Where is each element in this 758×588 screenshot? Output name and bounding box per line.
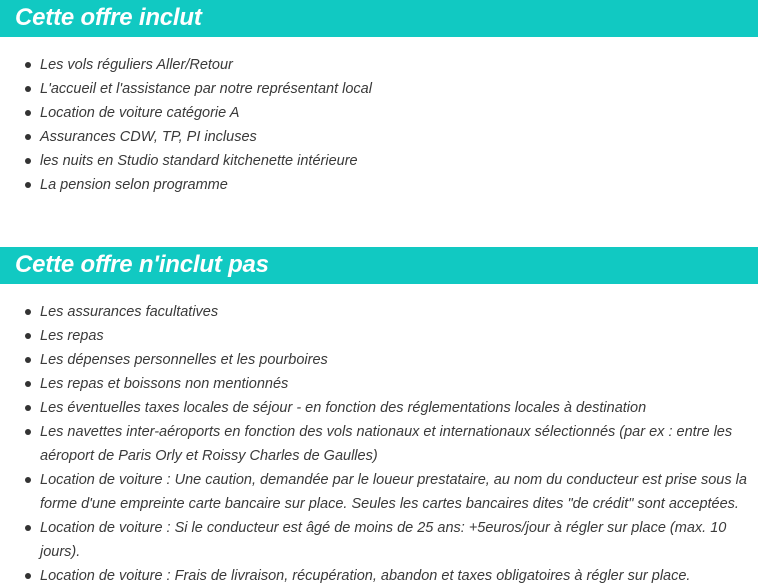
bullet-icon — [25, 381, 31, 387]
bullet-icon — [25, 158, 31, 164]
list-item — [0, 125, 758, 149]
bullet-icon — [25, 62, 31, 68]
excluded-title: Cette offre n'inclut pas — [0, 247, 758, 284]
list-item — [0, 324, 758, 348]
list-item-text: Les éventuelles taxes locales de séjour - en fonction des réglementations locales à destination — [40, 400, 647, 416]
list-item-text: Location de voiture : Si le conducteur est âgé de moins de 25 ans: +5euros/jour à régler sur place (max. 10 jours). — [40, 520, 727, 560]
list-item — [0, 101, 758, 125]
list-item — [0, 173, 758, 197]
bullet-icon — [25, 477, 31, 483]
bullet-icon — [25, 429, 31, 435]
bullet-icon — [25, 110, 31, 116]
list-item-text: Location de voiture catégorie A — [40, 105, 240, 121]
excluded-section — [0, 247, 758, 588]
list-item — [0, 77, 758, 101]
list-item — [0, 516, 758, 564]
list-item — [0, 564, 758, 588]
included-list — [0, 53, 758, 197]
list-item — [0, 420, 758, 468]
bullet-icon — [25, 86, 31, 92]
list-item-text: Les repas — [40, 328, 104, 344]
list-item-text: les nuits en Studio standard kitchenette intérieure — [40, 153, 358, 169]
list-item — [0, 468, 758, 516]
list-item-text: Location de voiture : Frais de livraison, récupération, abandon et taxes obligatoires à régler sur place. — [40, 568, 691, 584]
list-item — [0, 348, 758, 372]
list-item-text: La pension selon programme — [40, 177, 228, 193]
included-title: Cette offre inclut — [0, 0, 758, 37]
list-item-text: Les repas et boissons non mentionnés — [40, 376, 289, 392]
list-item — [0, 396, 758, 420]
bullet-icon — [25, 182, 31, 188]
included-section — [0, 0, 758, 197]
bullet-icon — [25, 134, 31, 140]
bullet-icon — [25, 525, 31, 531]
list-item-text: Les dépenses personnelles et les pourboires — [40, 352, 328, 368]
excluded-list — [0, 300, 758, 588]
bullet-icon — [25, 357, 31, 363]
list-item — [0, 149, 758, 173]
bullet-icon — [25, 333, 31, 339]
bullet-icon — [25, 309, 31, 315]
list-item-text: Location de voiture : Une caution, demandée par le loueur prestataire, au nom du conducteur est prise sous la forme d'une empreinte carte bancaire sur place. Seules les cartes bancaires dites "de crédit" sont acceptées. — [40, 472, 747, 512]
list-item-text: Les vols réguliers Aller/Retour — [40, 57, 233, 73]
bullet-icon — [25, 573, 31, 579]
list-item — [0, 53, 758, 77]
list-item-text: Les assurances facultatives — [40, 304, 219, 320]
bullet-icon — [25, 405, 31, 411]
list-item-text: Assurances CDW, TP, PI incluses — [40, 129, 257, 145]
list-item — [0, 372, 758, 396]
list-item — [0, 300, 758, 324]
list-item-text: L'accueil et l'assistance par notre représentant local — [40, 81, 372, 97]
list-item-text: Les navettes inter-aéroports en fonction des vols nationaux et internationaux sélectionnés (par ex : entre les aéroport de Paris Orly et Roissy Charles de Gaulles) — [40, 424, 733, 464]
